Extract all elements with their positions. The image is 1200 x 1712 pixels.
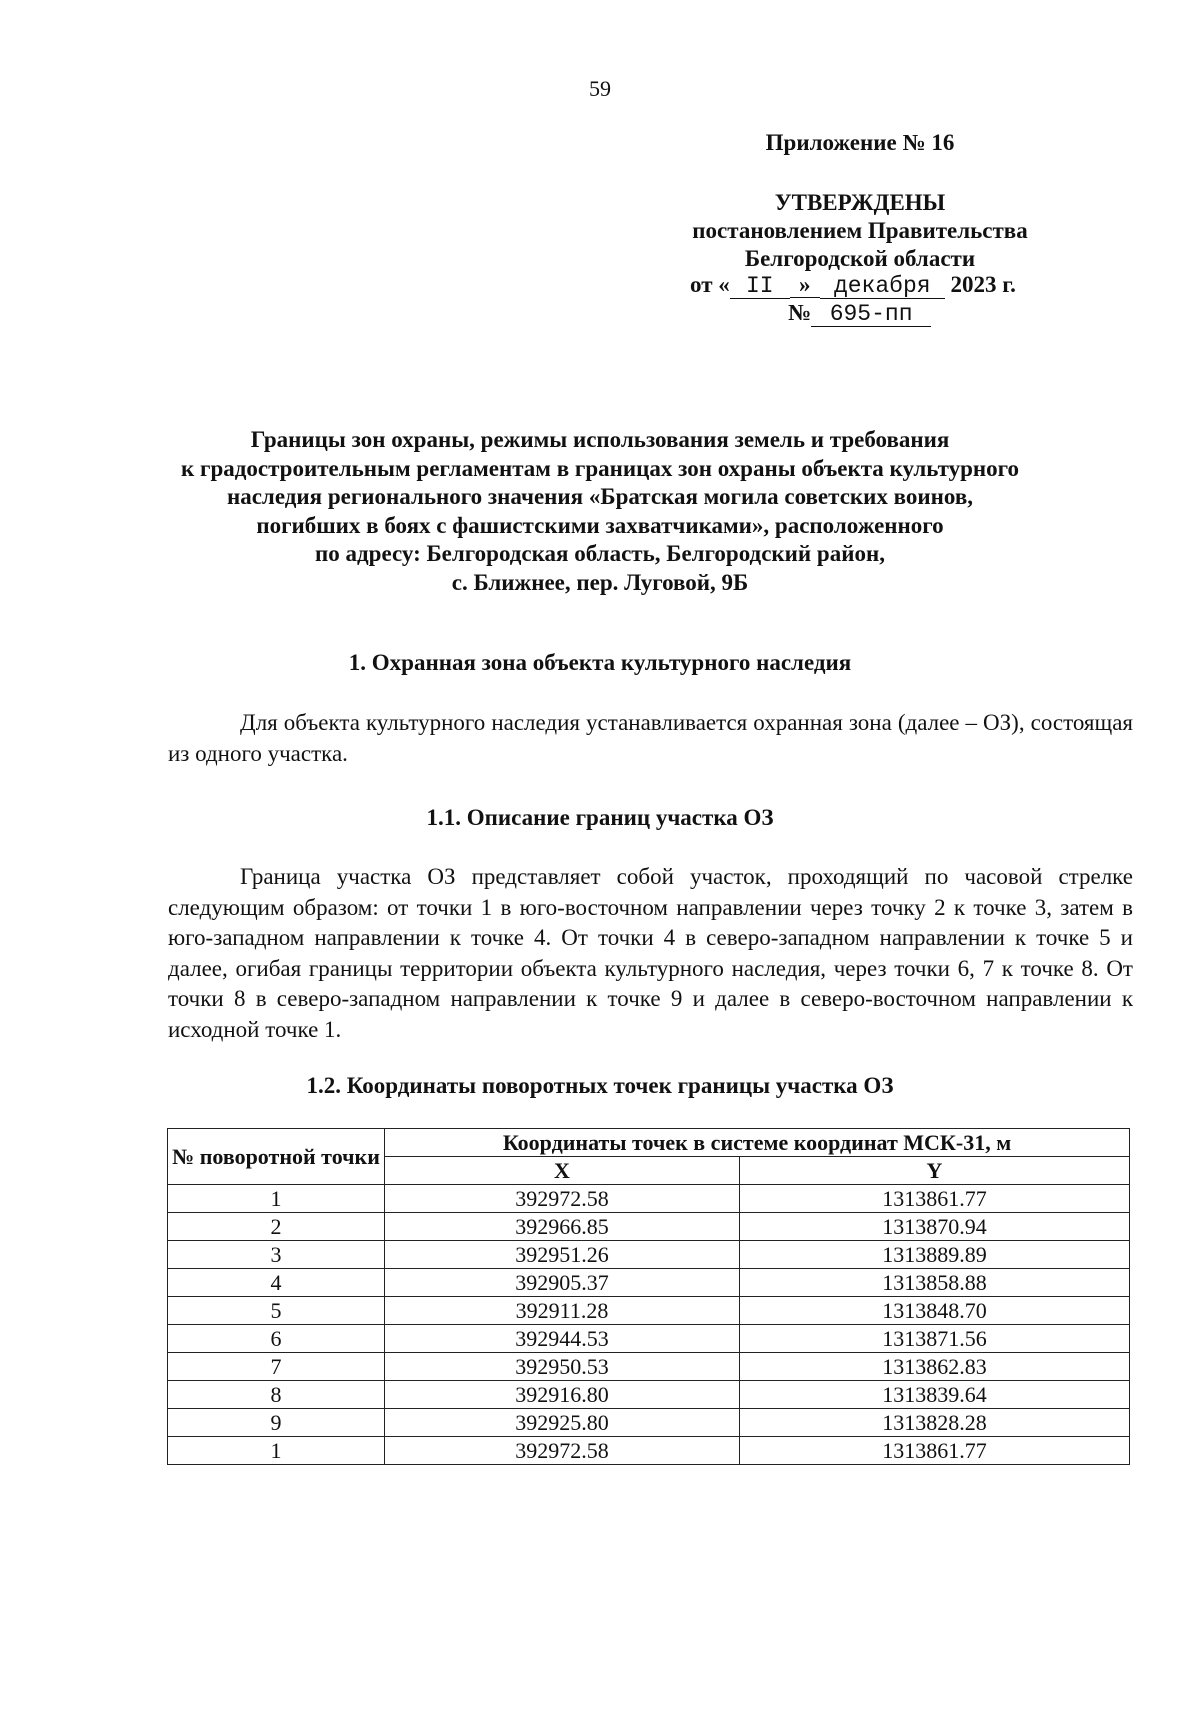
cell-point: 1 bbox=[168, 1185, 385, 1213]
table-row bbox=[168, 1325, 1130, 1353]
cell-y: 1313871.56 bbox=[740, 1325, 1130, 1353]
coordinates-table bbox=[167, 1128, 1130, 1465]
title-line: с. Ближнее, пер. Луговой, 9Б bbox=[451, 569, 749, 595]
cell-point: 8 bbox=[168, 1381, 385, 1409]
document-number: 695-пп bbox=[811, 302, 931, 327]
cell-point: 7 bbox=[168, 1353, 385, 1381]
table-row bbox=[168, 1269, 1130, 1297]
cell-y: 1313861.77 bbox=[740, 1437, 1130, 1465]
cell-y: 1313870.94 bbox=[740, 1213, 1130, 1241]
cell-x: 392951.26 bbox=[385, 1241, 740, 1269]
document-title bbox=[150, 426, 1050, 597]
cell-x: 392966.85 bbox=[385, 1213, 740, 1241]
table-row bbox=[168, 1437, 1130, 1465]
section1-text: Для объекта культурного наследия устанавливается охранная зона (далее – ОЗ), состоящая из одного участка. bbox=[168, 710, 1133, 766]
cell-x: 392972.58 bbox=[385, 1437, 740, 1465]
title-line: наследия регионального значения «Братская могила советских воинов, bbox=[226, 484, 974, 509]
table-row bbox=[168, 1353, 1130, 1381]
date-year: 2023 г. bbox=[950, 272, 1016, 297]
section11-heading: 1.1. Описание границ участка ОЗ bbox=[426, 805, 774, 830]
table-row bbox=[168, 1213, 1130, 1241]
section1-heading: 1. Охранная зона объекта культурного наследия bbox=[348, 650, 852, 675]
approval-line2: Белгородской области bbox=[744, 246, 976, 271]
cell-x: 392925.80 bbox=[385, 1409, 740, 1437]
title-line: Границы зон охраны, режимы использования земель и требования bbox=[250, 427, 950, 452]
number-prefix: № bbox=[788, 300, 812, 325]
table-row bbox=[168, 1241, 1130, 1269]
cell-point: 2 bbox=[168, 1213, 385, 1241]
approval-number bbox=[788, 300, 988, 327]
cell-point: 6 bbox=[168, 1325, 385, 1353]
cell-x: 392972.58 bbox=[385, 1185, 740, 1213]
cell-y: 1313889.89 bbox=[740, 1241, 1130, 1269]
cell-point: 9 bbox=[168, 1409, 385, 1437]
header-y: Y bbox=[740, 1157, 1130, 1185]
cell-y: 1313848.70 bbox=[740, 1297, 1130, 1325]
cell-y: 1313828.28 bbox=[740, 1409, 1130, 1437]
cell-y: 1313839.64 bbox=[740, 1381, 1130, 1409]
header-x: X bbox=[385, 1157, 740, 1185]
table-row bbox=[168, 1297, 1130, 1325]
cell-x: 392905.37 bbox=[385, 1269, 740, 1297]
header-coordinates: Координаты точек в системе координат МСК-31, м bbox=[385, 1129, 1130, 1157]
table-row bbox=[168, 1185, 1130, 1213]
cell-x: 392911.28 bbox=[385, 1297, 740, 1325]
date-mid: » bbox=[790, 273, 820, 298]
appendix-label: Приложение № 16 bbox=[765, 130, 955, 155]
section11-text: Граница участка ОЗ представляет собой участок, проходящий по часовой стрелке следующим образом: от точки 1 в юго-восточном направлении через точку 2 к точке 3, затем в юго-западном направлении к точке 4. От точки 4 в северо-западном направлении к точке 5 и далее, огибая границы территории объекта культурного наследия, через точки 6, 7 к точке 8. От точки 8 в северо-западном направлении к точке 9 и далее в северо-восточном направлении к исходной точке 1. bbox=[168, 864, 1133, 1042]
date-prefix: от « bbox=[690, 272, 730, 297]
header-point-number: № поворотной точки bbox=[168, 1129, 385, 1185]
page-number: 59 bbox=[589, 76, 611, 101]
cell-point: 4 bbox=[168, 1269, 385, 1297]
cell-point: 5 bbox=[168, 1297, 385, 1325]
cell-point: 1 bbox=[168, 1437, 385, 1465]
cell-point: 3 bbox=[168, 1241, 385, 1269]
approval-line1: постановлением Правительства bbox=[692, 218, 1028, 243]
table-row bbox=[168, 1409, 1130, 1437]
cell-y: 1313858.88 bbox=[740, 1269, 1130, 1297]
cell-x: 392916.80 bbox=[385, 1381, 740, 1409]
date-day: II bbox=[730, 274, 790, 299]
section12-heading: 1.2. Координаты поворотных точек границы участка ОЗ bbox=[306, 1073, 894, 1098]
approval-date bbox=[690, 272, 1050, 299]
title-line: погибших в боях с фашистскими захватчиками», расположенного bbox=[256, 512, 944, 538]
cell-y: 1313862.83 bbox=[740, 1353, 1130, 1381]
table-row bbox=[168, 1381, 1130, 1409]
title-line: по адресу: Белгородская область, Белгородский район, bbox=[315, 541, 885, 566]
cell-x: 392944.53 bbox=[385, 1325, 740, 1353]
cell-x: 392950.53 bbox=[385, 1353, 740, 1381]
title-line: к градостроительным регламентам в границах зон охраны объекта культурного bbox=[181, 455, 1019, 481]
cell-y: 1313861.77 bbox=[740, 1185, 1130, 1213]
date-month: декабря bbox=[820, 274, 945, 299]
approved-label: УТВЕРЖДЕНЫ bbox=[774, 190, 946, 215]
